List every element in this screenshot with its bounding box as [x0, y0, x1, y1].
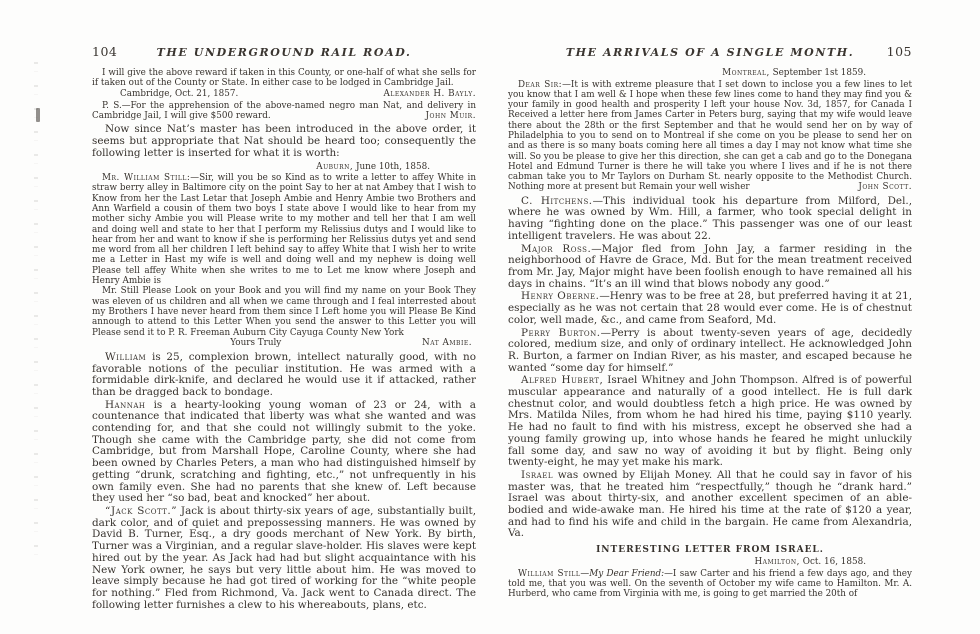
paragraph-william-text: is 25, complexion brown, intellect naturally good, with no favorable notions of the peculiar institution. He was armed with a formidable dirk-knife, and declared he would use it if attacked, rather than be dragged back to bondage. [92, 350, 476, 398]
nat-letter-paragraph-1-text: —Sir, will you be so Kind as to write a letter to affey White in straw berry alley in Baltimore city on the point Say to her at nat Ambey that I wish to Know from her the Last Letar that Joseph Ambie and Henry Ambie two Brothers and Ann Warfield a cousin of them two boys I state above I would like to hear from my mother sichy Ambie you will Please write to my mother and tell her that I am well and doing well and state to her that I perform my Relissius dutys and I would like to hear from her and want to know if she is performing her Relissius dutys yet and send me word from all her children I left behind say to affey White that I wish her to write me a Letter in Hast my wife is well and doing well and my nephew is doing well Please tell affey White when she writes to me to Let me know where Joseph and Henry Ambie is [92, 173, 476, 287]
postscript-text: P. S.—For the apprehension of the above-named negro man Nat, and delivery in Cambridge Jail, I will give $500 reward. [92, 100, 476, 122]
intro-paragraph: Now since Nat’s master has been introduced in the above order, it seems but appropriate that Nat should be heard too; consequently the following letter is inserted for what it is worth: [92, 123, 476, 159]
paragraph-israel [508, 470, 912, 540]
paragraph-alfred-hubert [508, 375, 912, 469]
scott-letter [508, 80, 912, 193]
paragraph-henry-oberne-lead: Henry Oberne. [521, 290, 600, 303]
paragraph-perry-burton [508, 328, 912, 375]
paragraph-c-hitchens-text: —This individual took his departure from Milford, Del., where he was owned by Wm. Hill, a farmer, who took special delight in having “fighting done on the place.” This passenger was one of our least intelligent travelers. He was about 22. [508, 194, 912, 242]
nat-letter-dateline [92, 162, 476, 173]
paragraph-c-hitchens [508, 196, 912, 243]
paragraph-william-lead: William [105, 350, 147, 363]
nat-letter-signature: Nat Ambie. [422, 337, 472, 348]
paragraph-henry-oberne [508, 291, 912, 326]
scott-letter-salutation: Dear Sir: [518, 79, 563, 90]
reward-notice-block [92, 68, 476, 121]
paragraph-major-ross-text: —Major fled from John Jay, a farmer residing in the neighborhood of Havre de Grace, Md. But for the mean treatment received from Mr. Jay, Major might have been foolish enough to have remained all his days in chains. “It’s an ill wind that blows nobody any good.” [508, 242, 912, 290]
binding-speck [36, 108, 40, 122]
reward-notice-text: I will give the above reward if taken in this County, or one-half of what she sells for if taken out of the County or State. In either case to be lodged in Cambridge Jail. [92, 68, 476, 89]
interesting-letter-subheading: INTERESTING LETTER FROM ISRAEL. [596, 545, 824, 556]
postscript-signature: John Muir. [425, 111, 476, 122]
reward-notice-signature-row [92, 89, 476, 99]
israel-letter-lead: William Still [518, 568, 581, 579]
paragraph-henry-oberne-text: —Henry was to be free at 28, but preferred having it at 21, especially as he was not certain that 28 would ever come. He is of chestnut color, well made, &c., and came from Seaford, Md. [508, 290, 912, 326]
paragraph-perry-burton-text: —Perry is about twenty-seven years of age, decidedly colored, medium size, and only of ordinary intellect. He acknowledged John R. Burton, a farmer on Indian River, as his master, and escaped because he wanted “some day for himself.” [508, 326, 912, 374]
left-page [92, 44, 476, 612]
paragraph-hannah-text: is a hearty-looking young woman of 23 or 24, with a countenance that indicated that liberty was what she wanted and was contending for, and that she could not willingly submit to the yoke. Though she came with the Cambridge party, she did not come from Cambridge, but from Marshall Hope, Caroline County, where she had been owned by Charles Peters, a man who had distinguished himself by getting “drunk, scratching and fighting, etc.,” not unfrequently in his own family even. She had no parents that she knew of. Left because they used her “so bad, beat and knocked” her about. [92, 398, 476, 505]
scott-letter-dateline-date: September 1st 1859. [769, 68, 866, 78]
scott-letter-body-text: —It is with extreme pleasure that I set down to inclose you a few lines to let you know that I am well & I hope when these few lines come to hand they may find you & your family in good health and prosperity I left your house Nov. 3d, 1857, for Canada I Received a letter here from James Carter in Peters burg, saying that my wife would leave there about the 28th or the first September and that he would send her on by way of Philadelphia to you to send on to Montreal if she come on you be please to send her on and as there is so many boats coming here all times a day I may not know what time she will. So you be please to give her this direction, she can get a cab and go to the Donegana Hotel and Edmund Turner is there he will take you where I lives and if he is not there cabman take you to Mr Taylors on Durham St. nearly opposite to the Methodist Church. Nothing more at present but Remain your well wisher [508, 79, 912, 193]
nat-letter-closing: Yours Truly [230, 337, 282, 348]
israel-letter-dateline-date: Oct. 16, 1858. [799, 557, 866, 568]
reward-notice-signature: Alexander H. Bayly. [383, 88, 476, 99]
paragraph-jack-scott [92, 506, 476, 611]
nat-letter-paragraph-2: Mr. Still Please Look on your Book and you will find my name on your Book They was eleven of us children and all when we came through and I feal interrested about my Brothers I have never heard from them since I Left home you will Please Be Kind annough to attend to this Letter When you send the answer to this Letter you will Please send it to P. R. Freeman Auburn City Cayuga County New York [92, 286, 476, 338]
right-running-head [508, 44, 912, 59]
nat-letter-paragraph-1 [92, 173, 476, 286]
paragraph-alfred-hubert-lead: Alfred Hubert, [521, 374, 604, 387]
paragraph-alfred-hubert-text: Israel Whitney and John Thompson. Alfred is of powerful muscular appearance and naturally of a good intellect. He is full dark chestnut color, and would doubtless fetch a high price. He was owned by Mrs. Matilda Niles, from whom he had hired his time, paying $110 yearly. He had no fault to find with his mistress, except he observed she had a young family growing up, into whose hands he feared he might unluckily fall some day, and saw no way of avoiding it but by flight. Being only twenty-eight, he may yet make his mark. [508, 374, 912, 469]
paragraph-hannah [92, 400, 476, 505]
paragraph-hannah-lead: Hannah [105, 398, 146, 411]
israel-letter-salutation: —My Dear Friend:— [580, 568, 673, 579]
israel-letter [508, 569, 912, 600]
nat-letter-dateline-date: June 10th, 1858. [353, 161, 430, 172]
left-page-number: 104 [92, 44, 118, 59]
left-running-title: THE UNDERGROUND RAIL ROAD. [156, 46, 412, 59]
paragraph-william [92, 352, 476, 399]
reward-notice-dateline: Cambridge, Oct. 21, 1857. [120, 88, 239, 99]
right-page-number: 105 [886, 44, 912, 59]
nat-letter-closing-row [92, 338, 476, 349]
paragraph-israel-text: was owned by Elijah Money. All that he could say in favor of his master was, that he treated him “respectfully,” though he “drank hard.” Israel was about thirty-six, and another excellent specimen of an able-bodied and wide-awake man. He hired his time at the rate of $120 a year, and had to find his wife and child in the bargain. He came from Alexandria, Va. [508, 468, 912, 540]
israel-letter-dateline [508, 557, 912, 568]
nat-letter-dateline-place: Auburn, [316, 161, 354, 172]
paragraph-c-hitchens-lead: C. Hitchens. [521, 194, 593, 207]
scott-letter-dateline-place: Montreal, [722, 68, 770, 78]
scott-letter-dateline [508, 68, 912, 79]
nat-letter [92, 173, 476, 349]
reward-postscript [92, 101, 476, 122]
left-running-head [92, 44, 476, 59]
scott-letter-signature: John Scott. [858, 182, 912, 193]
right-page [508, 44, 912, 600]
paragraph-jack-scott-lead: “Jack Scott.” [105, 504, 178, 517]
binding-artifacts [34, 62, 38, 562]
israel-letter-body-text: I saw Carter and his friend a few days ago, and they told me, that you was well. On the seventh of October my wife came to Hamilton. Mr. A. Hurberd, who came from Virginia with me, is going to get married the 20th of [508, 568, 912, 600]
paragraph-perry-burton-lead: Perry Burton. [521, 326, 601, 339]
israel-letter-body [508, 569, 912, 600]
paragraph-major-ross-lead: Major Ross. [521, 242, 592, 255]
right-running-title: THE ARRIVALS OF A SINGLE MONTH. [565, 46, 855, 59]
paragraph-jack-scott-text: Jack is about thirty-six years of age, substantially built, dark color, and of quiet and prepossessing manners. He was owned by David B. Turner, Esq., a dry goods merchant of New York. By birth, Turner was a Virginian, and a regular slave-holder. His slaves were kept hired out by the year. As Jack had had but slight acquaintance with his New York owner, he says but very little about him. He was moved to leave simply because he had got tired of working for the “white people for nothing.” Fled from Richmond, Va. Jack went to Canada direct. The following letter furnishes a clew to his whereabouts, plans, etc. [92, 504, 476, 611]
scott-letter-body [508, 80, 912, 193]
paragraph-israel-lead: Israel [521, 468, 553, 481]
paragraph-major-ross [508, 244, 912, 291]
nat-letter-salutation: Mr. William Still: [102, 173, 191, 184]
israel-letter-dateline-place: Hamilton, [754, 557, 800, 568]
